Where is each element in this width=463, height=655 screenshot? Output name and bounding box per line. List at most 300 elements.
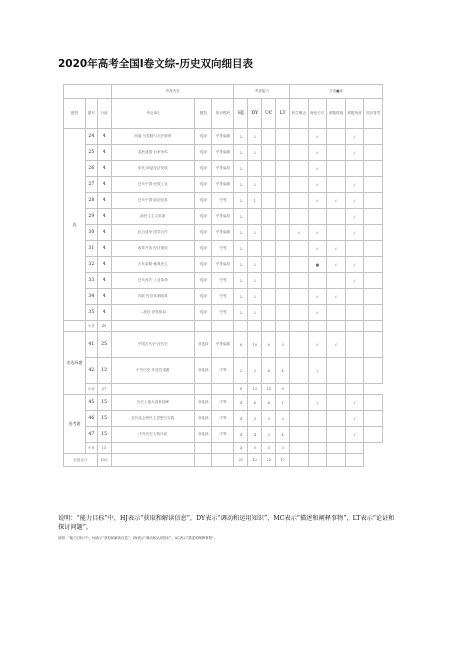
table-cell: 33 xyxy=(86,273,98,289)
table-cell xyxy=(262,161,276,177)
table-cell: 古代希腊·雅典民主 xyxy=(111,257,195,273)
footnote-primary: 说明：“能力目标”中，HJ表示“获取和解读信息”，DY表示“调动和运用知识”，MC表示“描述和阐释事物”，LT表示“论证和探讨问题”。 xyxy=(58,515,395,531)
table-cell: 2 xyxy=(234,358,248,384)
table-cell xyxy=(290,193,309,209)
table-cell xyxy=(290,209,309,225)
table-cell: 4 xyxy=(276,358,290,384)
table-cell: 2 xyxy=(248,305,262,321)
table-cell xyxy=(327,358,346,384)
table-cell xyxy=(308,209,327,225)
table-cell xyxy=(290,443,309,454)
table-cell: 20 xyxy=(262,454,276,467)
table-cell xyxy=(345,454,364,467)
table-cell: 25 xyxy=(86,145,98,161)
table-cell: 西周·分封制与宗法制度 xyxy=(111,129,195,145)
table-cell: 42 xyxy=(248,454,262,467)
table-cell xyxy=(364,241,383,257)
table-cell xyxy=(290,358,309,384)
header-cell: HJ xyxy=(234,99,248,129)
table-cell: 中外历史·开放性试题 xyxy=(111,358,195,384)
table-cell: 4 xyxy=(97,273,111,289)
table-cell xyxy=(327,443,346,454)
table-cell: 2 xyxy=(248,145,262,161)
table-cell xyxy=(195,443,212,454)
table-cell: √ xyxy=(308,305,327,321)
table-cell xyxy=(195,384,212,395)
table-cell: √ xyxy=(308,241,327,257)
table-cell xyxy=(262,305,276,321)
table-cell: 苏联·经济体制改革 xyxy=(111,289,195,305)
table-cell: 4 xyxy=(234,411,248,427)
table-cell: 25 xyxy=(97,332,111,358)
table-cell xyxy=(308,411,327,427)
table-cell xyxy=(276,305,290,321)
header-cell: 命题角度 xyxy=(345,99,364,129)
table-cell xyxy=(195,454,212,467)
table-cell: 选择 xyxy=(195,241,212,257)
table-cell: √ xyxy=(345,129,364,145)
section-label: 选 xyxy=(64,129,86,321)
table-cell xyxy=(248,209,262,225)
table-cell xyxy=(276,161,290,177)
table-cell: 100 xyxy=(97,454,111,467)
table-cell: 26 xyxy=(86,161,98,177)
table-cell xyxy=(364,193,383,209)
table-cell: 4 xyxy=(97,305,111,321)
table-cell: 35 xyxy=(86,305,98,321)
table-cell: 近代中国·政治变革 xyxy=(111,193,195,209)
table-cell: 2 xyxy=(234,289,248,305)
two-way-specification-table xyxy=(63,84,383,467)
table-cell xyxy=(276,225,290,241)
table-cell xyxy=(262,321,276,332)
table-cell xyxy=(290,273,309,289)
table-cell: 非选择 xyxy=(195,395,212,411)
table-cell xyxy=(364,145,383,161)
subtotal-row xyxy=(64,443,383,454)
table-cell xyxy=(111,384,195,395)
table-cell xyxy=(327,129,346,145)
table-cell: √ xyxy=(327,257,346,273)
table-cell xyxy=(290,321,309,332)
table-cell xyxy=(364,321,383,332)
table-cell xyxy=(290,384,309,395)
table-cell: 2 xyxy=(248,225,262,241)
table-cell xyxy=(364,161,383,177)
table-row xyxy=(64,427,383,443)
table-cell: √ xyxy=(345,225,364,241)
table-header-row xyxy=(64,85,383,99)
table-cell xyxy=(364,427,383,443)
table-cell: 选择 xyxy=(195,225,212,241)
table-cell xyxy=(345,384,364,395)
table-cell: 15 xyxy=(97,443,111,454)
table-cell: 6 xyxy=(234,332,248,358)
table-cell: 非选择 xyxy=(195,411,212,427)
table-cell xyxy=(262,209,276,225)
table-cell: 中国古代史·近代史 xyxy=(111,332,195,358)
subtotal-row xyxy=(64,321,383,332)
table-cell xyxy=(262,145,276,161)
table-row xyxy=(64,241,383,257)
table-cell: 4 xyxy=(234,443,248,454)
header-cell: 分值 xyxy=(97,99,111,129)
table-cell: 2 xyxy=(234,273,248,289)
table-cell xyxy=(111,321,195,332)
table-cell: √ xyxy=(327,332,346,358)
table-cell: 15 xyxy=(97,411,111,427)
table-cell: 中等偏易 xyxy=(212,209,234,225)
section-label: 选考题 xyxy=(64,395,86,454)
table-cell xyxy=(364,305,383,321)
table-cell: 新民主主义革命 xyxy=(111,209,195,225)
table-cell: 2 xyxy=(248,129,262,145)
table-cell: 4 xyxy=(234,395,248,411)
table-row xyxy=(64,332,383,358)
header-cell: UC xyxy=(262,99,276,129)
table-row xyxy=(64,257,383,273)
table-cell xyxy=(276,129,290,145)
table-cell: 2 xyxy=(248,289,262,305)
table-cell: √ xyxy=(290,225,309,241)
table-cell: √ xyxy=(345,395,364,411)
table-cell: 12 xyxy=(97,358,111,384)
table-cell xyxy=(212,321,234,332)
table-cell: 选择 xyxy=(195,305,212,321)
table-row xyxy=(64,145,383,161)
table-cell: √ xyxy=(308,395,327,411)
table-cell xyxy=(327,161,346,177)
header-cell: 知识模块 xyxy=(212,99,234,129)
table-cell xyxy=(327,145,346,161)
table-cell: 中等 xyxy=(212,305,234,321)
table-cell xyxy=(276,241,290,257)
table-cell xyxy=(345,305,364,321)
table-cell: 12 xyxy=(248,384,262,395)
table-cell xyxy=(345,443,364,454)
table-cell: 3 xyxy=(262,427,276,443)
table-cell xyxy=(276,177,290,193)
table-cell xyxy=(276,209,290,225)
table-cell xyxy=(262,289,276,305)
table-cell: 中等偏难 xyxy=(212,225,234,241)
table-cell: 3 xyxy=(276,411,290,427)
table-cell xyxy=(64,321,86,332)
table-cell: 2 xyxy=(234,193,248,209)
table-cell: 改革开放·经济建设 xyxy=(111,241,195,257)
table-cell: 5 xyxy=(248,443,262,454)
table-row xyxy=(64,273,383,289)
table-cell: √ xyxy=(308,161,327,177)
table-cell: 32 xyxy=(86,257,98,273)
table-row xyxy=(64,395,383,411)
table-cell xyxy=(290,454,309,467)
table-cell: 29 xyxy=(86,209,98,225)
table-cell: 15 xyxy=(97,427,111,443)
table-cell: 中等偏难 xyxy=(212,129,234,145)
table-cell: 2 xyxy=(234,241,248,257)
table-cell xyxy=(212,454,234,467)
table-cell: 8 xyxy=(234,384,248,395)
table-cell: 2 xyxy=(234,177,248,193)
table-cell: 小计 xyxy=(86,384,98,395)
table-cell: 2 xyxy=(234,305,248,321)
table-cell xyxy=(345,332,364,358)
table-cell xyxy=(248,241,262,257)
table-cell: 春秋战国·百家争鸣 xyxy=(111,145,195,161)
table-cell xyxy=(276,145,290,161)
table-cell xyxy=(290,177,309,193)
table-cell: 4 xyxy=(262,395,276,411)
table-cell: 2 xyxy=(234,225,248,241)
total-label: 全卷合计 xyxy=(64,454,98,467)
table-cell xyxy=(327,305,346,321)
table-row xyxy=(64,225,383,241)
table-cell: 1 xyxy=(248,193,262,209)
header-cell: 题型 xyxy=(195,99,212,129)
table-cell xyxy=(290,332,309,358)
table-cell: 二战后·世界格局 xyxy=(111,305,195,321)
table-cell xyxy=(262,193,276,209)
table-cell: 选择 xyxy=(195,145,212,161)
table-cell: 28 xyxy=(86,193,98,209)
table-cell xyxy=(364,395,383,411)
table-cell: √ xyxy=(327,289,346,305)
header-cell: DY xyxy=(248,99,262,129)
table-cell xyxy=(212,443,234,454)
footnote-secondary: 说明：“能力目标”中，HJ表示“获取和解读信息”，DY表示“调动和运用知识”，UC表示“描述和阐释事物”。 xyxy=(58,536,218,540)
table-cell: 中等 xyxy=(212,411,234,427)
table-cell: 4 xyxy=(97,193,111,209)
table-cell xyxy=(276,273,290,289)
table-cell xyxy=(327,321,346,332)
table-row xyxy=(64,193,383,209)
table-cell: 4 xyxy=(97,241,111,257)
table-cell xyxy=(111,443,195,454)
table-cell: 中等偏难 xyxy=(212,332,234,358)
table-cell xyxy=(345,289,364,305)
table-cell xyxy=(327,395,346,411)
table-cell: 中等 xyxy=(212,358,234,384)
table-row xyxy=(64,209,383,225)
table-row xyxy=(64,305,383,321)
section-label: 非选择题 xyxy=(64,332,86,395)
table-cell: 27 xyxy=(86,177,98,193)
table-cell: 选择 xyxy=(195,273,212,289)
table-cell: 2 xyxy=(234,257,248,273)
table-cell: 37 xyxy=(97,384,111,395)
table-row xyxy=(64,177,383,193)
table-cell xyxy=(262,225,276,241)
table-cell: 近代社会的民主思想与实践 xyxy=(111,411,195,427)
table-header-row xyxy=(64,99,383,129)
table-cell xyxy=(308,454,327,467)
table-cell: 4 xyxy=(276,427,290,443)
table-cell: 4 xyxy=(97,257,111,273)
table-cell xyxy=(327,384,346,395)
table-cell xyxy=(212,384,234,395)
table-cell xyxy=(364,273,383,289)
table-cell: 46 xyxy=(86,411,98,427)
table-cell xyxy=(248,161,262,177)
table-cell xyxy=(327,209,346,225)
table-cell xyxy=(364,358,383,384)
header-cell xyxy=(64,85,112,99)
table-cell xyxy=(327,427,346,443)
table-cell: 4 xyxy=(262,358,276,384)
table-cell xyxy=(327,411,346,427)
table-cell: 4 xyxy=(97,209,111,225)
table-cell: 小计 xyxy=(86,321,98,332)
header-cell: 分项■率 xyxy=(290,85,383,99)
table-cell: 15 xyxy=(97,395,111,411)
table-cell xyxy=(308,443,327,454)
table-cell xyxy=(290,411,309,427)
table-cell xyxy=(308,321,327,332)
table-cell: 34 xyxy=(86,289,98,305)
table-cell xyxy=(364,209,383,225)
table-cell: 47 xyxy=(86,427,98,443)
header-cell: 知识背景 xyxy=(364,99,383,129)
table-cell: 2 xyxy=(248,177,262,193)
table-row xyxy=(64,161,383,177)
table-cell: 中等 xyxy=(212,241,234,257)
table-cell: 2 xyxy=(234,209,248,225)
table-cell xyxy=(364,289,383,305)
table-cell: 4 xyxy=(97,145,111,161)
header-cell: 题型 xyxy=(64,99,86,129)
table-cell xyxy=(364,129,383,145)
table-cell: 中等 xyxy=(212,273,234,289)
table-cell: 5 xyxy=(262,411,276,427)
table-cell: √ xyxy=(345,209,364,225)
table-cell: 中等偏难 xyxy=(212,145,234,161)
table-cell: 近代中国·民族工业 xyxy=(111,177,195,193)
table-row xyxy=(64,411,383,427)
table-cell xyxy=(327,273,346,289)
table-cell: ■ xyxy=(308,257,327,273)
header-cell: 命题情境 xyxy=(327,99,346,129)
table-cell: √ xyxy=(345,427,364,443)
table-cell: 选择 xyxy=(195,289,212,305)
table-cell xyxy=(345,161,364,177)
table-cell xyxy=(364,225,383,241)
table-cell: 2 xyxy=(234,145,248,161)
table-cell: 21 xyxy=(234,454,248,467)
table-cell: √ xyxy=(345,257,364,273)
table-cell: 中等 xyxy=(212,427,234,443)
table-cell: 42 xyxy=(86,358,98,384)
table-cell: 4 xyxy=(97,161,111,177)
table-cell: 10 xyxy=(262,384,276,395)
table-cell xyxy=(327,177,346,193)
page-title: 2020年高考全国Ⅰ卷文综-历史双向细目表 xyxy=(58,58,253,70)
table-cell xyxy=(345,321,364,332)
table-cell: 选择 xyxy=(195,193,212,209)
table-cell: 2 xyxy=(248,257,262,273)
table-cell xyxy=(290,427,309,443)
table-cell: 选择 xyxy=(195,129,212,145)
table-cell: 非选择 xyxy=(195,332,212,358)
table-cell xyxy=(276,321,290,332)
table-cell xyxy=(290,241,309,257)
table-cell: 非选择 xyxy=(195,358,212,384)
table-cell xyxy=(290,289,309,305)
table-cell: 3 xyxy=(276,332,290,358)
table-cell xyxy=(345,358,364,384)
table-cell: √ xyxy=(308,177,327,193)
table-cell: 4 xyxy=(97,225,111,241)
table-cell: 4 xyxy=(97,129,111,145)
table-cell: 6 xyxy=(262,332,276,358)
header-cell: 题号 xyxy=(86,99,98,129)
header-cell: 考查能力 xyxy=(234,85,290,99)
table-cell xyxy=(308,427,327,443)
table-cell: 48 xyxy=(97,321,111,332)
table-cell: 中等偏易 xyxy=(212,257,234,273)
table-cell xyxy=(262,257,276,273)
table-cell: 选择 xyxy=(195,257,212,273)
table-cell xyxy=(195,321,212,332)
table-cell: 选择 xyxy=(195,209,212,225)
table-cell: 2 xyxy=(248,273,262,289)
table-cell: 4 xyxy=(97,289,111,305)
table-cell: 6 xyxy=(248,395,262,411)
table-cell xyxy=(290,129,309,145)
table-cell: 2 xyxy=(234,161,248,177)
table-cell xyxy=(276,257,290,273)
table-cell: √ xyxy=(345,273,364,289)
table-cell: 8 xyxy=(276,384,290,395)
subtotal-row xyxy=(64,384,383,395)
table-cell xyxy=(290,305,309,321)
table-cell xyxy=(262,241,276,257)
table-cell: √ xyxy=(345,411,364,427)
header-cell: 考查内容 xyxy=(111,85,234,99)
table-cell xyxy=(234,321,248,332)
header-cell: 考点(K) xyxy=(111,99,195,129)
table-cell: √ xyxy=(308,358,327,384)
table-cell: 4 xyxy=(234,427,248,443)
table-cell xyxy=(290,161,309,177)
table-cell xyxy=(308,384,327,395)
table-cell xyxy=(290,395,309,411)
table-cell: √ xyxy=(345,177,364,193)
table-cell xyxy=(327,225,346,241)
table-cell: 非选择 xyxy=(195,427,212,443)
table-cell xyxy=(364,332,383,358)
table-cell xyxy=(290,257,309,273)
table-cell: 中外历史人物评说 xyxy=(111,427,195,443)
table-cell: 10 xyxy=(248,332,262,358)
table-cell: √ xyxy=(308,332,327,358)
table-row xyxy=(64,358,383,384)
table-cell: 选择 xyxy=(195,161,212,177)
table-cell: 3 xyxy=(262,443,276,454)
table-cell: 中等偏易 xyxy=(212,161,234,177)
table-cell: 小计 xyxy=(86,443,98,454)
table-cell: 中等偏难 xyxy=(212,177,234,193)
table-cell: √ xyxy=(308,289,327,305)
table-cell: 历史上重大改革回眸 xyxy=(111,395,195,411)
table-cell xyxy=(262,129,276,145)
table-cell: 2 xyxy=(248,358,262,384)
header-cell: LT xyxy=(276,99,290,129)
table-cell: 选择 xyxy=(195,177,212,193)
table-cell: 近代西方·工业革命 xyxy=(111,273,195,289)
table-cell xyxy=(248,321,262,332)
table-cell: 30 xyxy=(86,225,98,241)
